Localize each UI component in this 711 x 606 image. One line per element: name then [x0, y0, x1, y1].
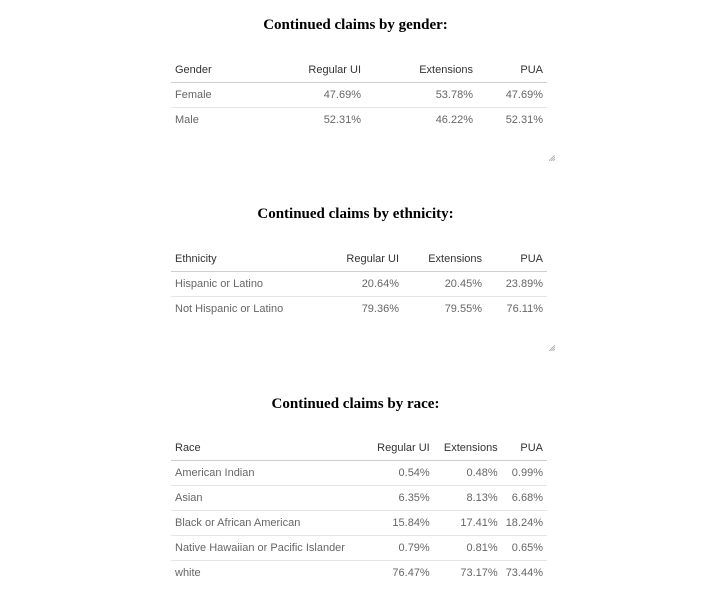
row-label: Native Hawaiian or Pacific Islander: [171, 536, 366, 561]
column-header: Extensions: [434, 435, 502, 461]
cell-value: 53.78%: [365, 83, 477, 108]
column-header: Regular UI: [325, 246, 403, 272]
cell-value: 52.31%: [323, 114, 361, 126]
cell-value: 0.54%: [366, 461, 434, 486]
table-row: [171, 536, 547, 561]
table-row: [171, 561, 547, 586]
table-header-row: [171, 246, 547, 272]
cell-value: 0.65%: [502, 536, 547, 561]
row-label: Black or African American: [171, 511, 366, 536]
row-label: Asian: [171, 486, 366, 511]
row-label: Female: [171, 83, 277, 108]
ethnicity-table: [171, 246, 547, 321]
row-label: American Indian: [171, 461, 366, 486]
resize-handle-icon[interactable]: [549, 155, 555, 161]
cell-value: 73.17%: [460, 567, 498, 579]
column-header: Regular UI: [366, 435, 434, 461]
cell-value: 0.81%: [434, 536, 502, 561]
ethnicity-title: Continued claims by ethnicity:: [257, 206, 454, 222]
table-row: [171, 461, 547, 486]
row-label: Male: [175, 114, 199, 126]
cell-value: 76.11%: [506, 303, 543, 315]
column-header: PUA: [477, 57, 547, 83]
cell-value: 79.55%: [444, 303, 482, 315]
column-header: Extensions: [365, 57, 477, 83]
table-header-row: [171, 435, 547, 461]
cell-value: 23.89%: [486, 272, 547, 297]
cell-value: 47.69%: [277, 83, 365, 108]
table-row: [171, 486, 547, 511]
cell-value: 76.47%: [392, 567, 430, 579]
column-header: PUA: [502, 435, 547, 461]
race-title: Continued claims by race:: [271, 396, 440, 412]
column-header: Extensions: [403, 246, 486, 272]
row-label: Hispanic or Latino: [171, 272, 325, 297]
column-header: Ethnicity: [171, 246, 325, 272]
cell-value: 8.13%: [434, 486, 502, 511]
cell-value: 6.35%: [366, 486, 434, 511]
resize-handle-icon[interactable]: [549, 345, 555, 351]
cell-value: 6.68%: [502, 486, 547, 511]
cell-value: 0.79%: [366, 536, 434, 561]
table-row: [171, 272, 547, 297]
cell-value: 46.22%: [435, 114, 473, 126]
column-header: PUA: [486, 246, 547, 272]
table-row: [171, 511, 547, 536]
column-header: Race: [171, 435, 366, 461]
race-table: [171, 435, 547, 585]
gender-table: [171, 57, 547, 132]
table-row: [171, 297, 547, 322]
cell-value: 0.48%: [434, 461, 502, 486]
cell-value: 52.31%: [505, 114, 543, 126]
table-header-row: [171, 57, 547, 83]
gender-title: Continued claims by gender:: [263, 17, 448, 33]
table-row: [171, 108, 547, 133]
cell-value: 79.36%: [361, 303, 399, 315]
column-header: Gender: [171, 57, 277, 83]
cell-value: 47.69%: [477, 83, 547, 108]
column-header: Regular UI: [277, 57, 365, 83]
cell-value: 15.84%: [366, 511, 434, 536]
table-row: [171, 83, 547, 108]
cell-value: 18.24%: [502, 511, 547, 536]
row-label: white: [175, 567, 201, 579]
cell-value: 73.44%: [505, 567, 543, 579]
cell-value: 20.64%: [325, 272, 403, 297]
cell-value: 0.99%: [502, 461, 547, 486]
cell-value: 17.41%: [434, 511, 502, 536]
row-label: Not Hispanic or Latino: [175, 303, 284, 315]
cell-value: 20.45%: [403, 272, 486, 297]
